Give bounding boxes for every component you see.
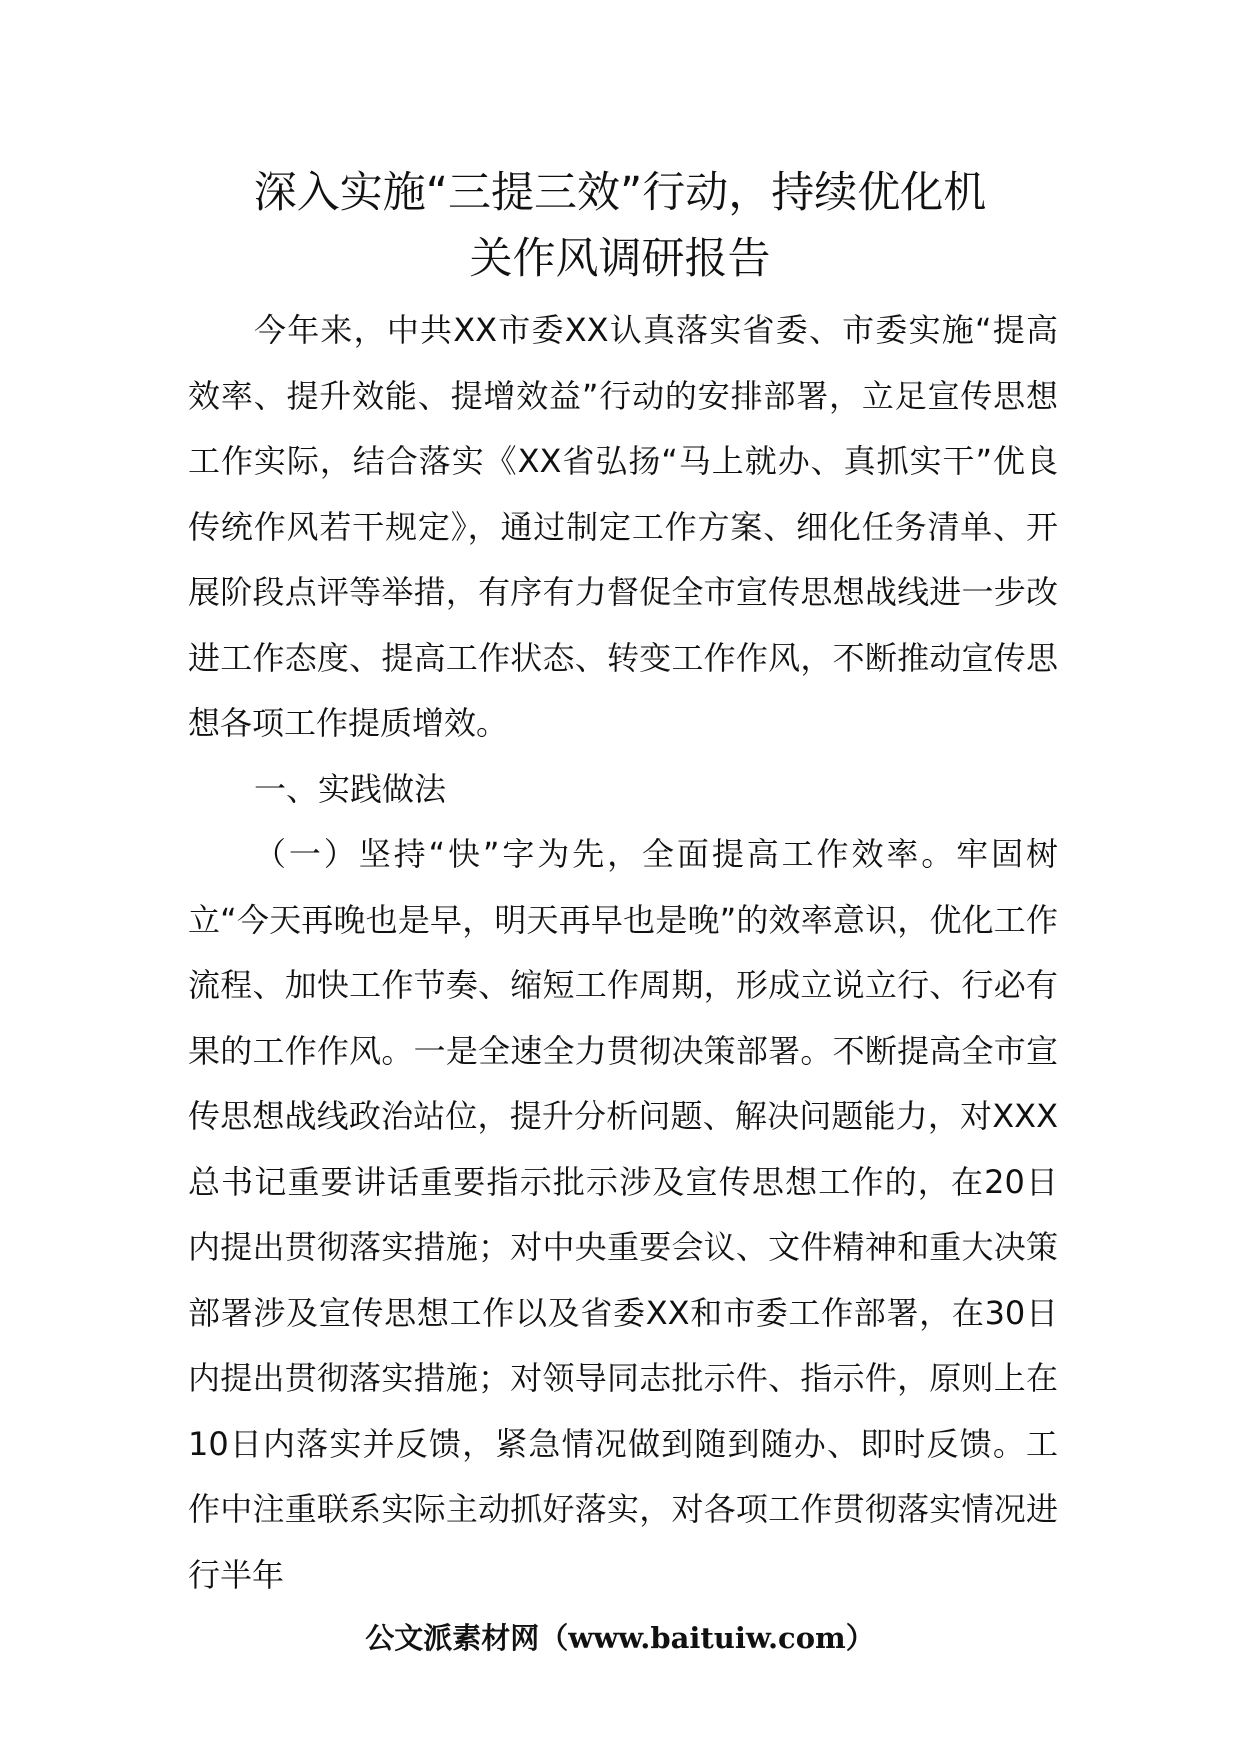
document-title — [180, 160, 1060, 292]
title-line-2: 关作风调研报告 — [469, 234, 771, 284]
section-paragraph: （一）坚持“快”字为先，全面提高工作效率。牢固树立“今天再晚也是早，明天再早也是晚”的效率意识，优化工作流程、加快工作节奏、缩短工作周期，形成立说立行、行必有果的工作作风。一是全速全力贯彻决策部署。不断提高全市宣传思想战线政治站位，提升分析问题、解决问题能力，对XXX总书记重要讲话重要指示批示涉及宣传思想工作的，在20日内提出贯彻落实措施；对中央重要会议、文件精神和重大决策部署涉及宣传思想工作以及省委XX和市委工作部署，在30日内提出贯彻落实措施；对领导同志批示件、指示件，原则上在10日内落实并反馈，紧急情况做到随到随办、即时反馈。工作中注重联系实际主动抓好落实，对各项工作贯彻落实情况进行半年 — [188, 835, 1058, 1594]
title-line-1: 深入实施“三提三效”行动，持续优化机 — [253, 168, 987, 218]
section-heading: 一、实践做法 — [254, 769, 447, 808]
intro-paragraph: 今年来，中共XX市委XX认真落实省委、市委实施“提高效率、提升效能、提增效益”行动的安排部署，立足宣传思想工作实际，结合落实《XX省弘扬“马上就办、真抓实干”优良传统作风若干规定》，通过制定工作方案、细化任务清单、开展阶段点评等举措，有序有力督促全市宣传思想战线进一步改进工作态度、提高工作状态、转变工作作风，不断推动宣传思想各项工作提质增效。 — [188, 311, 1058, 742]
document-body — [188, 298, 1058, 1608]
footer-watermark: 公文派素材网（www.baituiw.com） — [365, 1621, 875, 1655]
